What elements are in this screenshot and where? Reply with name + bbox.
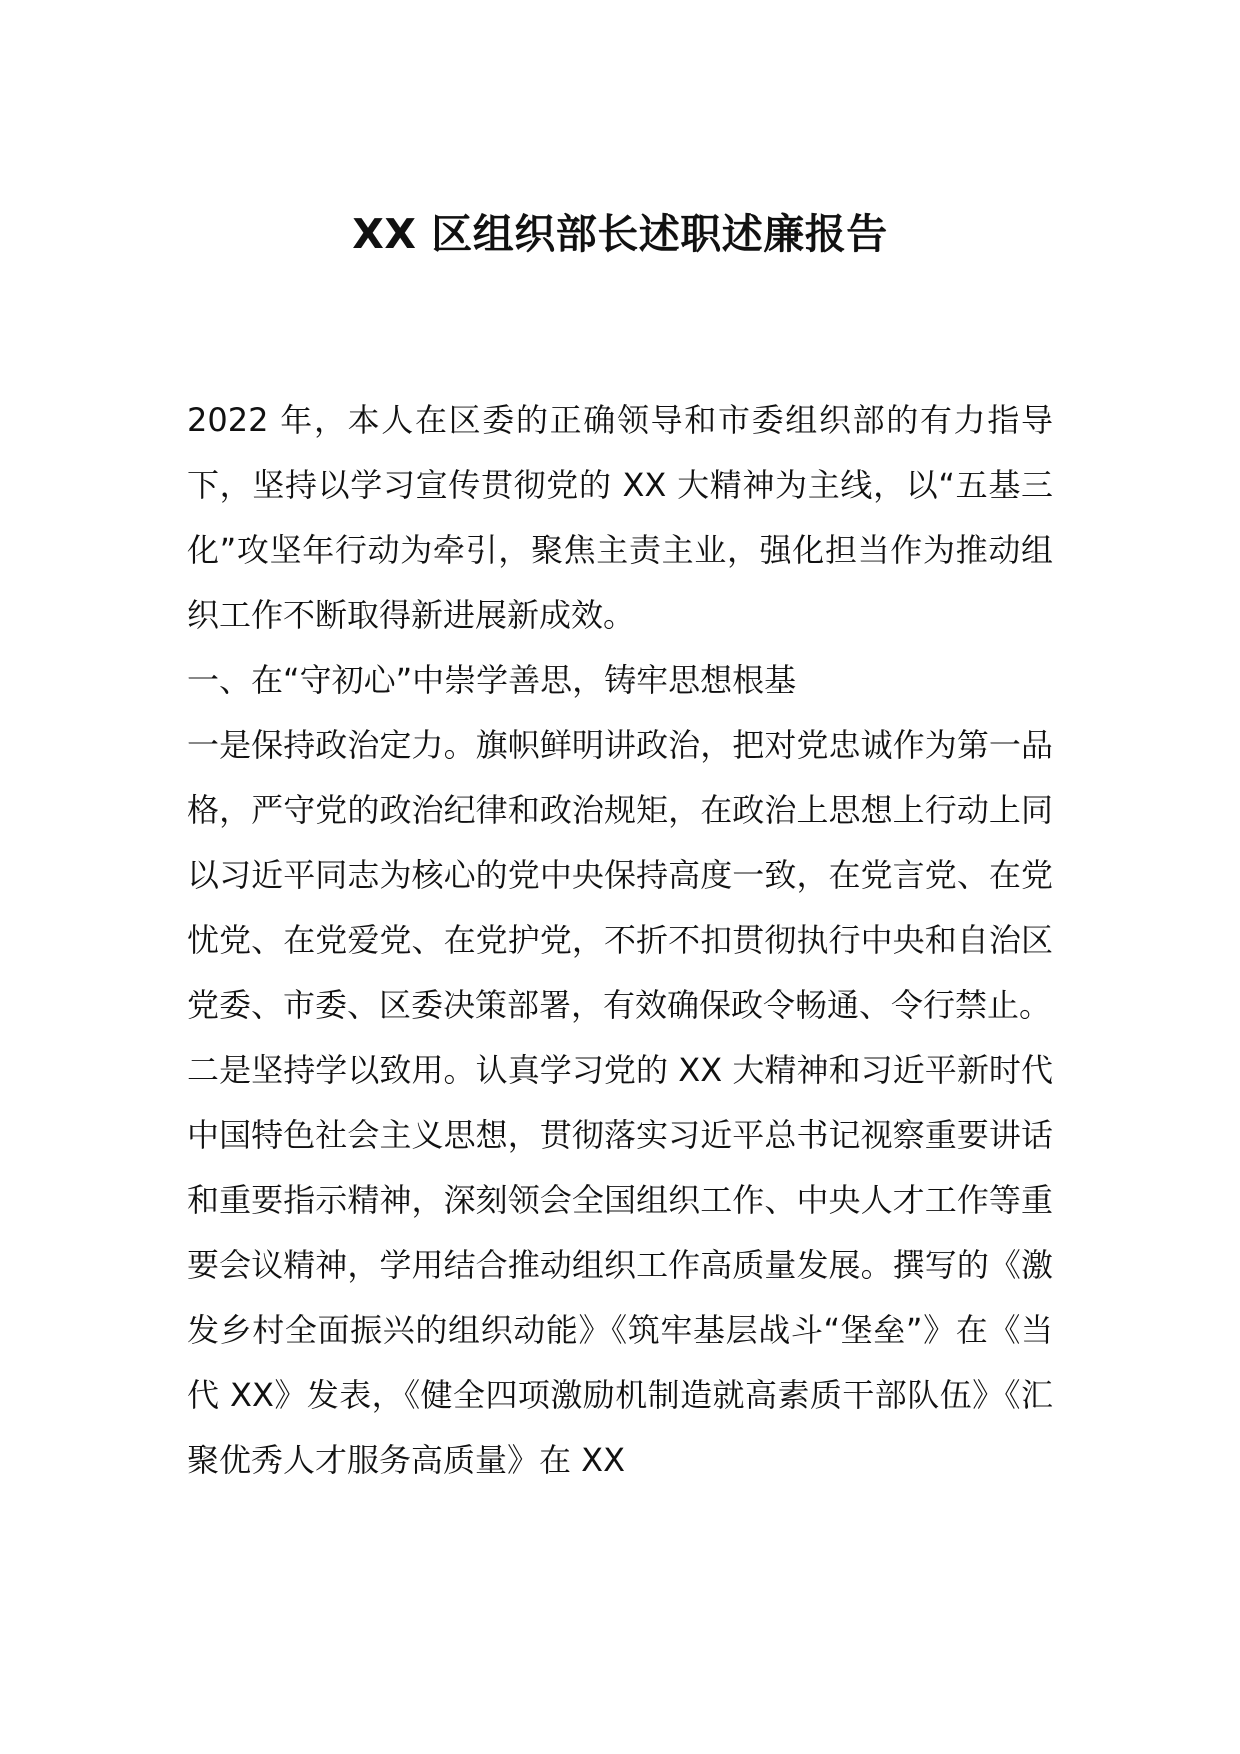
paragraph-political-focus: 一是保持政治定力。旗帜鲜明讲政治，把对党忠诚作为第一品格，严守党的政治纪律和政治规矩，在政治上思想上行动上同以习近平同志为核心的党中央保持高度一致，在党言党、在党忧党、在党爱党、在党护党，不折不扣贯彻执行中央和自治区党委、市委、区委决策部署，有效确保政令畅通、令行禁止。 bbox=[187, 726, 1053, 1024]
document-body bbox=[187, 388, 1053, 1493]
document-title: XX 区组织部长述职述廉报告 bbox=[352, 210, 888, 258]
paragraph-study-application: 二是坚持学以致用。认真学习党的 XX 大精神和习近平新时代中国特色社会主义思想，贯彻落实习近平总书记视察重要讲话和重要指示精神，深刻领会全国组织工作、中央人才工作等重要会议精神，学用结合推动组织工作高质量发展。撰写的《激发乡村全面振兴的组织动能》《筑牢基层战斗“堡垒”》在《当代 XX》发表，《健全四项激励机制造就高素质干部队伍》《汇聚优秀人才服务高质量》在 XX bbox=[187, 1051, 1053, 1479]
section-heading-1: 一、在“守初心”中崇学善思，铸牢思想根基 bbox=[187, 661, 797, 699]
paragraph-intro: 2022 年，本人在区委的正确领导和市委组织部的有力指导下，坚持以学习宣传贯彻党的 XX 大精神为主线，以“五基三化”攻坚年行动为牵引，聚焦主责主业，强化担当作为推动组织工作不断取得新进展新成效。 bbox=[187, 401, 1053, 634]
